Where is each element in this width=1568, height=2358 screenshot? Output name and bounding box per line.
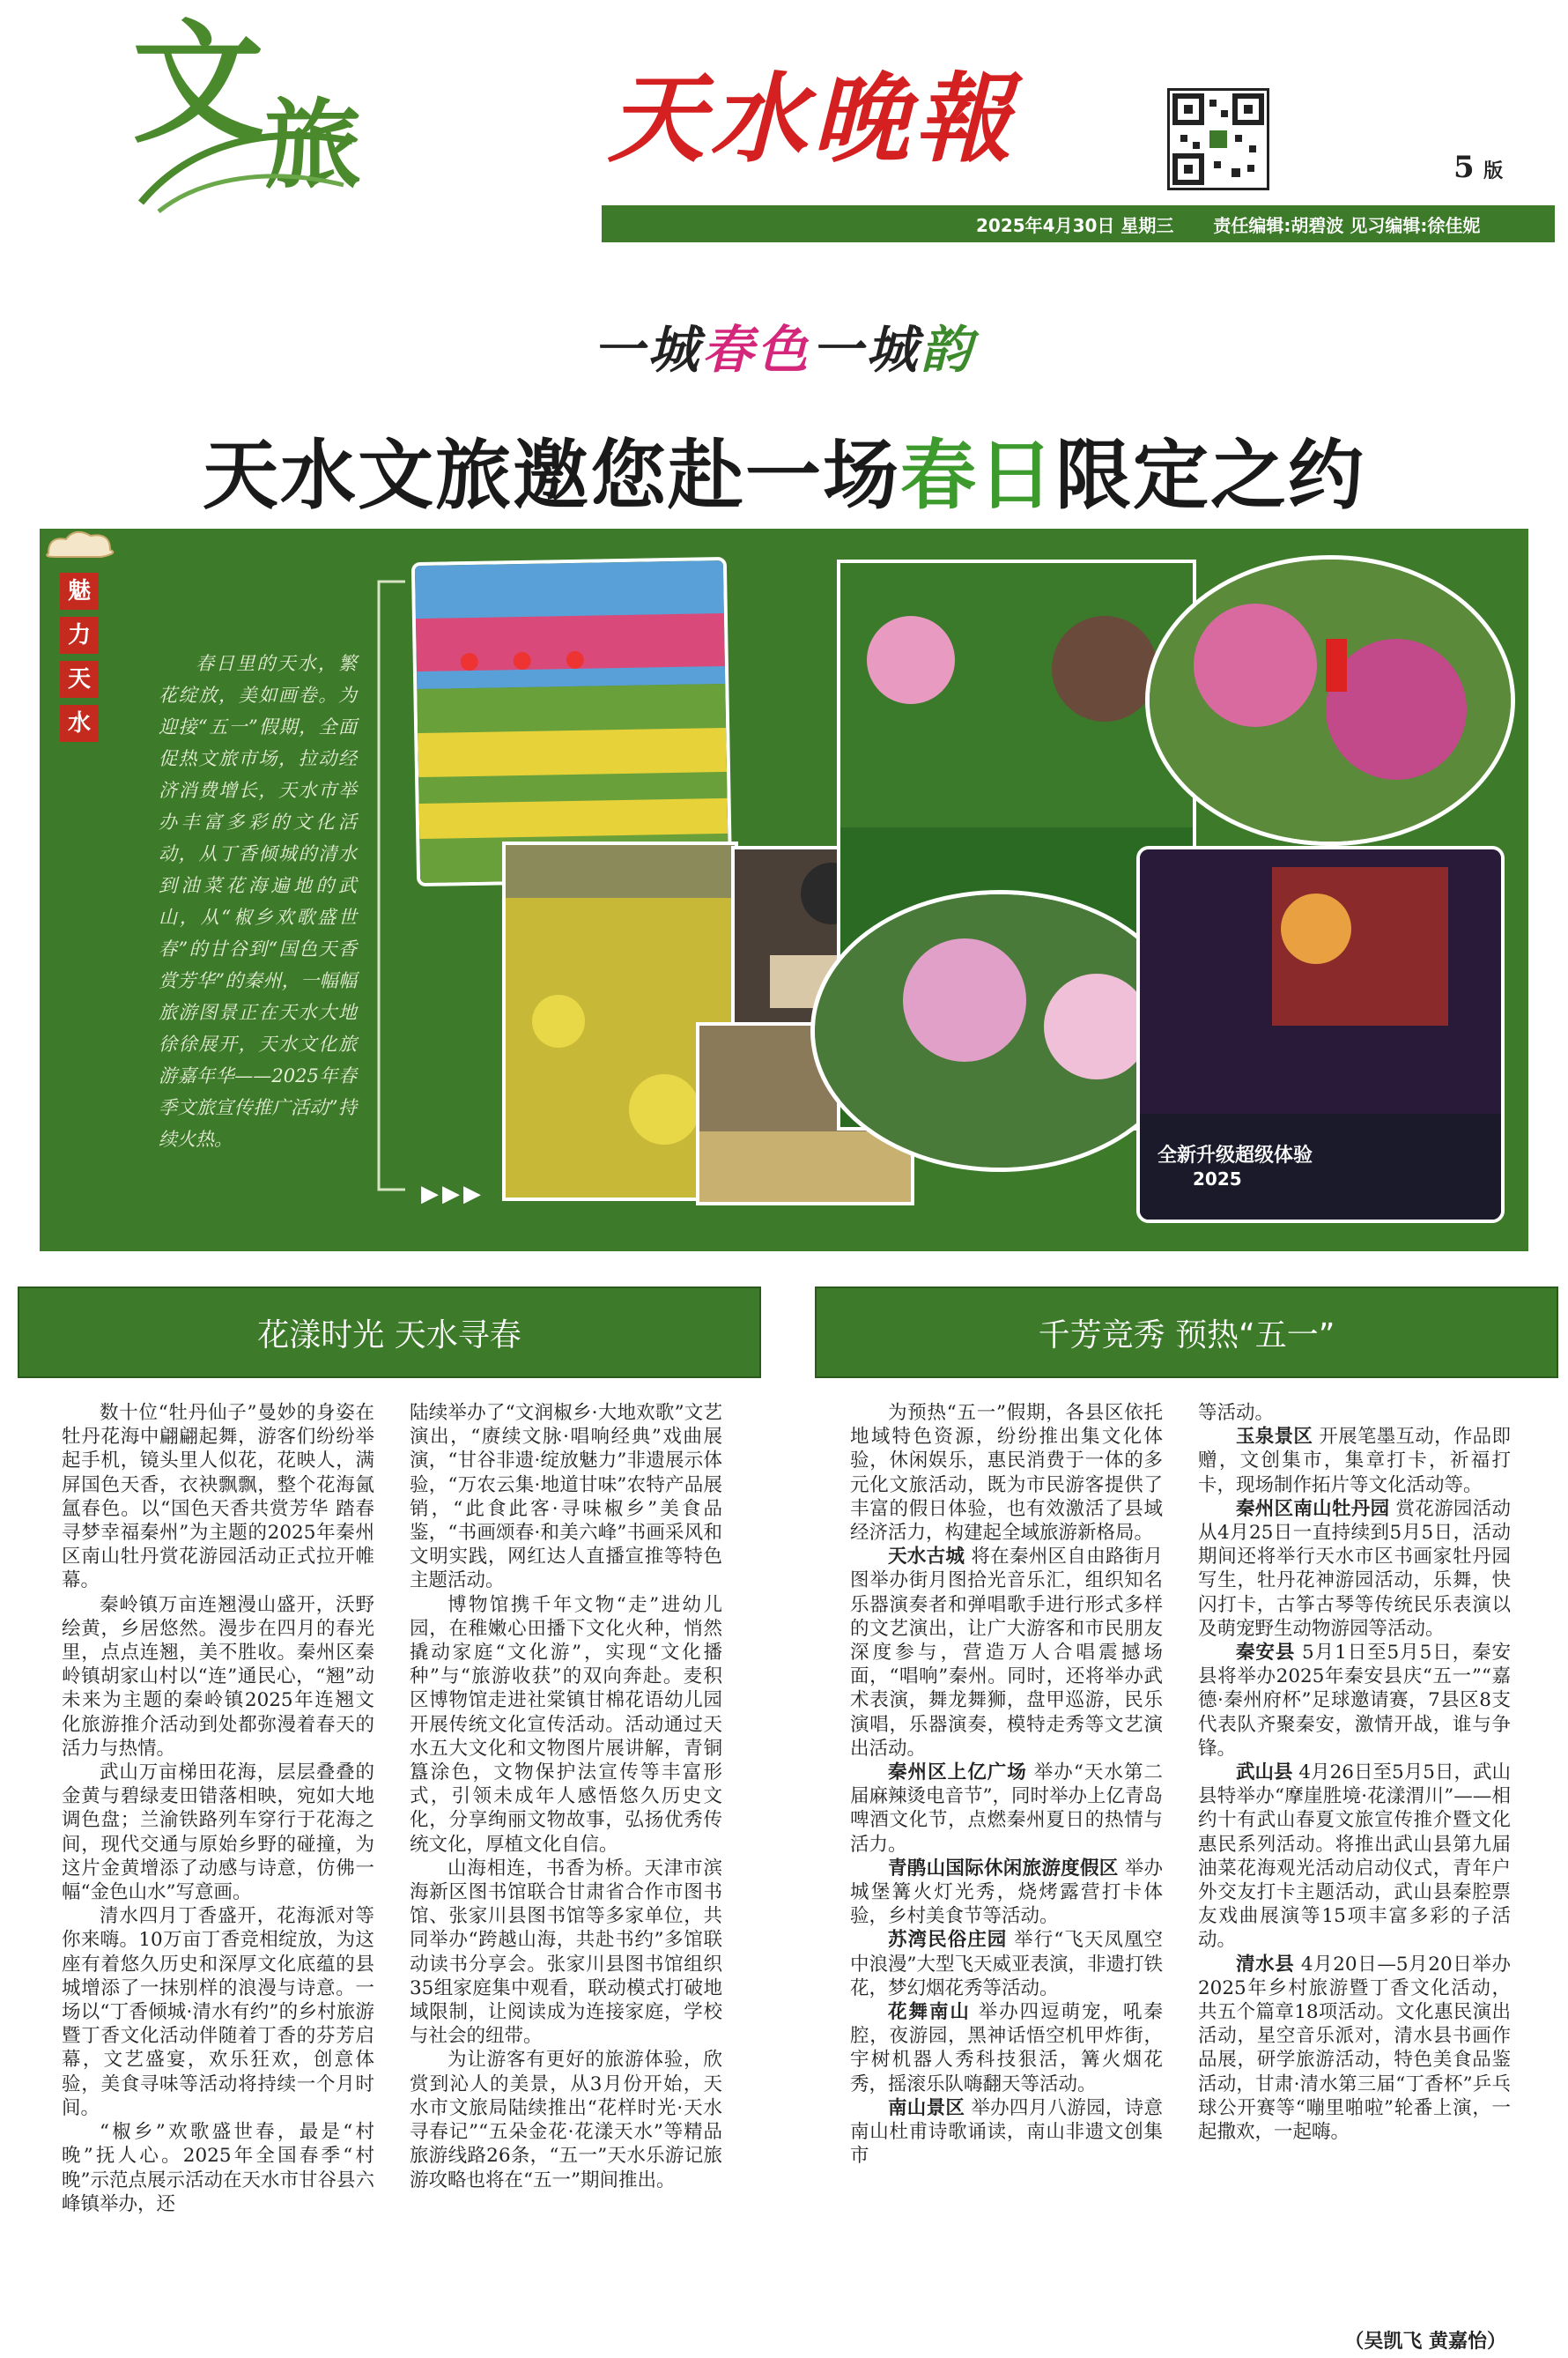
tag-char-3: 天	[60, 661, 99, 698]
date-editor-bar	[602, 205, 1555, 242]
paragraph: 博物馆携千年文物“走”进幼儿园，在稚嫩心田播下文化火种，悄然撬动家庭“文化游”，实现“文化播种”与“旅游收获”的双向奔赴。麦积区博物馆走进社棠镇甘棉花语幼儿园开展传统文化宣传活动。活动通过天水五大文化和文物图片展讲解，青铜簋涂色，文物保护法宣传等丰富形式，引领未成年人感悟悠久历史文化，分享绚丽文物故事，弘扬优秀传统文化，厚植文化自信。	[410, 1593, 722, 1856]
kicker-line: 一城春色一城韵	[592, 320, 976, 380]
paragraph: 山海相连，书香为桥。天津市滨海新区图书馆联合甘肃省合作市图书馆、张家川县图书馆等多家单位，共同举办“跨越山海，共赴书约”多馆联动读书分享会。张家川县图书馆组织35组家庭集中观看，联动模式打破地域限制，让阅读成为连接家庭，学校与社会的纽带。	[410, 1857, 722, 2048]
photo-event-stage	[411, 557, 732, 886]
section-header-right: 千芳竞秀 预热“五一”	[815, 1287, 1558, 1378]
cloud-ornament	[40, 527, 128, 562]
paragraph: 清水县 4月20日—5月20日举办2025年乡村旅游暨丁香文化活动，共五个篇章18项活动。文化惠民演出活动，星空音乐派对，清水县书画作品展，研学旅游活动，特色美食品鉴活动，甘肃·清水第三届“丁香杯”乒乓球公开赛等“嘣里啪啦”轮番上演，一起撒欢，一起嗨。	[1198, 1953, 1511, 2144]
feature-intro: 春日里的天水，繁花绽放，美如画卷。为迎接“五一”假期，全面促热文旅市场，拉动经济消费增长，天水市举办丰富多彩的文化活动，从丁香倾城的清水到油菜花海遍地的武山，从“椒乡欢歌盛世春”的甘谷到“国色天香赏芳华”的秦州，一幅幅旅游图景正在天水大地徐徐展开，天水文化旅游嘉年华——2025年春季文旅宣传推广活动”持续火热。	[159, 653, 357, 1150]
photo-banner-text: 全新升级超级体验	[1158, 1145, 1313, 1167]
article-col-1	[62, 1401, 374, 2216]
byline: （吴凯飞 黄嘉怡）	[1344, 2330, 1506, 2353]
paragraph: 玉泉景区 开展笔墨互动，作品即赠，文创集市，集章打卡，祈福打卡，现场制作拓片等文化活动等。	[1198, 1426, 1511, 1496]
editor-credits: 责任编辑:胡碧波 见习编辑:徐佳妮	[1213, 214, 1481, 236]
paragraph: 青鹃山国际休闲旅游度假区 举办城堡篝火灯光秀，烧烤露营打卡体验，乡村美食节等活动。	[850, 1857, 1163, 1928]
arrows-icon: ▶▶▶	[421, 1181, 484, 1207]
qr-code[interactable]	[1167, 88, 1269, 190]
paragraph: 武山县 4月26日至5月5日，武山县特举办“摩崖胜境·花漾渭川”——相约十有武山春夏文旅宣传推介暨文化惠民系列活动。将推出武山县第九届油菜花海观光活动启动仪式，青年户外交友打卡主题活动，武山县秦腔票友戏曲展演等15项丰富多彩的子活动。	[1198, 1761, 1511, 1952]
paragraph: 天水古城 将在秦州区自由路街月图举办街月图拾光音乐汇，组织知名乐器演奏者和弹唱歌手进行形式多样的文艺演出，让广大游客和市民朋友深度参与，营造万人合唱震撼场面，“唱响”秦州。同时，还将举办武术表演，舞龙舞狮，盘甲巡游，民乐演唱，乐器演奏，模特走秀等文艺演出活动。	[850, 1546, 1163, 1760]
issue-date: 2025年4月30日 星期三	[976, 214, 1174, 236]
paragraph: 为预热“五一”假期，各县区依托地域特色资源，纷纷推出集文化体验，休闲娱乐，惠民消费于一体的多元化文旅活动，既为市民游客提供了丰富的假日体验，也有效激活了县域经济活力，构建起全域旅游新格局。	[850, 1402, 1163, 1545]
paragraph: 等活动。	[1198, 1402, 1275, 1424]
leaf-swirl-decoration	[132, 115, 361, 220]
paragraph: 秦州区上亿广场 举办“天水第二届麻辣烫电音节”，同时举办上亿青岛啤酒文化节，点燃秦州夏日的热情与活力。	[850, 1761, 1163, 1856]
article-col-4	[1198, 1401, 1511, 2144]
photo-banner-year: 2025	[1193, 1168, 1242, 1190]
paragraph: 南山景区 举办四月八游园，诗意南山杜甫诗歌诵读，南山非遗文创集市	[850, 2096, 1163, 2168]
headline: 天水文旅邀您赴一场春日限定之约	[203, 431, 1365, 520]
section-logo-lv: 旅	[264, 88, 361, 202]
photo-peony-flowers	[1145, 555, 1515, 846]
paragraph: 秦州区南山牡丹园 赏花游园活动从4月25日一直持续到5月5日，活动期间还将举行天水市区书画家牡丹园写生，牡丹花神游园活动，乐舞，快闪打卡，古筝古琴等传统民乐表演以及萌宠野生动物游园等活动。	[1198, 1497, 1511, 1640]
paragraph: 秦安县 5月1日至5月5日，秦安县将举办2025年秦安县庆“五一”“嘉德·秦州府杯”足球邀请赛，7县区8支代表队齐聚秦安，激情开战，谁与争锋。	[1198, 1642, 1511, 1760]
paragraph: “椒乡”欢歌盛世春，最是“村晚”抚人心。2025年全国春季“村晚”示范点展示活动在天水市甘谷县六峰镇举办，还	[62, 2121, 374, 2215]
tag-char-4: 水	[60, 705, 99, 742]
newspaper-logo: 天水晚報	[608, 62, 1017, 175]
article-col-2	[410, 1401, 722, 2192]
photo-night-street	[1136, 846, 1505, 1223]
paragraph: 武山万亩梯田花海，层层叠叠的金黄与碧绿麦田错落相映，宛如大地调色盘；兰渝铁路列车穿行于花海之间，现代交通与原始乡野的碰撞，为这片金黄增添了动感与诗意，仿佛一幅“金色山水”写意画。	[62, 1761, 374, 1904]
paragraph: 数十位“牡丹仙子”曼妙的身姿在牡丹花海中翩翩起舞，游客们纷纷举起手机，镜头里人似花，花映人，满屏国色天香，衣袂飘飘，整个花海氤氲春色。以“国色天香共赏芳华 踏春寻梦幸福秦州”为主题的2025年秦州区南山牡丹赏花游园活动正式拉开帷幕。	[62, 1402, 374, 1592]
section-logo-wen: 文	[132, 6, 265, 161]
paragraph: 花舞南山 举办四逗萌宠，吼秦腔，夜游园，黑神话悟空机甲炸街，宇树机器人秀科技狠活，篝火烟花秀，摇滚乐队嗨翻天等活动。	[850, 2001, 1163, 2095]
paragraph: 为让游客有更好的旅游体验，欣赏到沁人的美景，从3月份开始，天水市文旅局陆续推出“花样时光·天水寻春记”“五朵金花·花漾天水”等精品旅游线路26条，“五一”天水乐游记旅游攻略也将在“五一”期间推出。	[410, 2049, 722, 2191]
photo-dancers-circle	[810, 890, 1189, 1172]
paragraph: 苏湾民俗庄园 举行“飞天凤凰空中浪漫”大型飞天威亚表演，非遗打铁花，梦幻烟花秀等活动。	[850, 1929, 1163, 1999]
article-col-3	[850, 1401, 1163, 2169]
paragraph: 陆续举办了“文润椒乡·大地欢歌”文艺演出，“赓续文脉·唱响经典”戏曲展演，“甘谷非遗·绽放魅力”非遗展示体验，“万农云集·地道甘味”农特产品展销，“此食此客·寻味椒乡”美食品鉴，“书画颂春·和美六峰”书画采风和文明实践，网红达人直播宣推等特色主题活动。	[410, 1402, 722, 1592]
section-header-left: 花漾时光 天水寻春	[18, 1287, 761, 1378]
edition-number: 5 版	[1453, 150, 1504, 185]
tag-char-2: 力	[60, 617, 99, 654]
paragraph: 秦岭镇万亩连翘漫山盛开，沃野绘黄，乡居悠然。漫步在四月的春光里，点点连翘，美不胜收。秦州区秦岭镇胡家山村以“连”通民心，“翘”动未来为主题的秦岭镇2025年连翘文化旅游推介活动到处都弥漫着春天的活力与热情。	[62, 1593, 374, 1760]
tag-char-1: 魅	[60, 573, 99, 610]
paragraph: 清水四月丁香盛开，花海派对等你来嗨。10万亩丁香竞相绽放，为这座有着悠久历史和深厚文化底蕴的县城增添了一抹别样的浪漫与诗意。一场以“丁香倾城·清水有约”的乡村旅游暨丁香文化活动伴随着丁香的芬芳启幕，文艺盛宴，欢乐狂欢，创意体验，美食寻味等活动将持续一个月时间。	[62, 1905, 374, 2119]
